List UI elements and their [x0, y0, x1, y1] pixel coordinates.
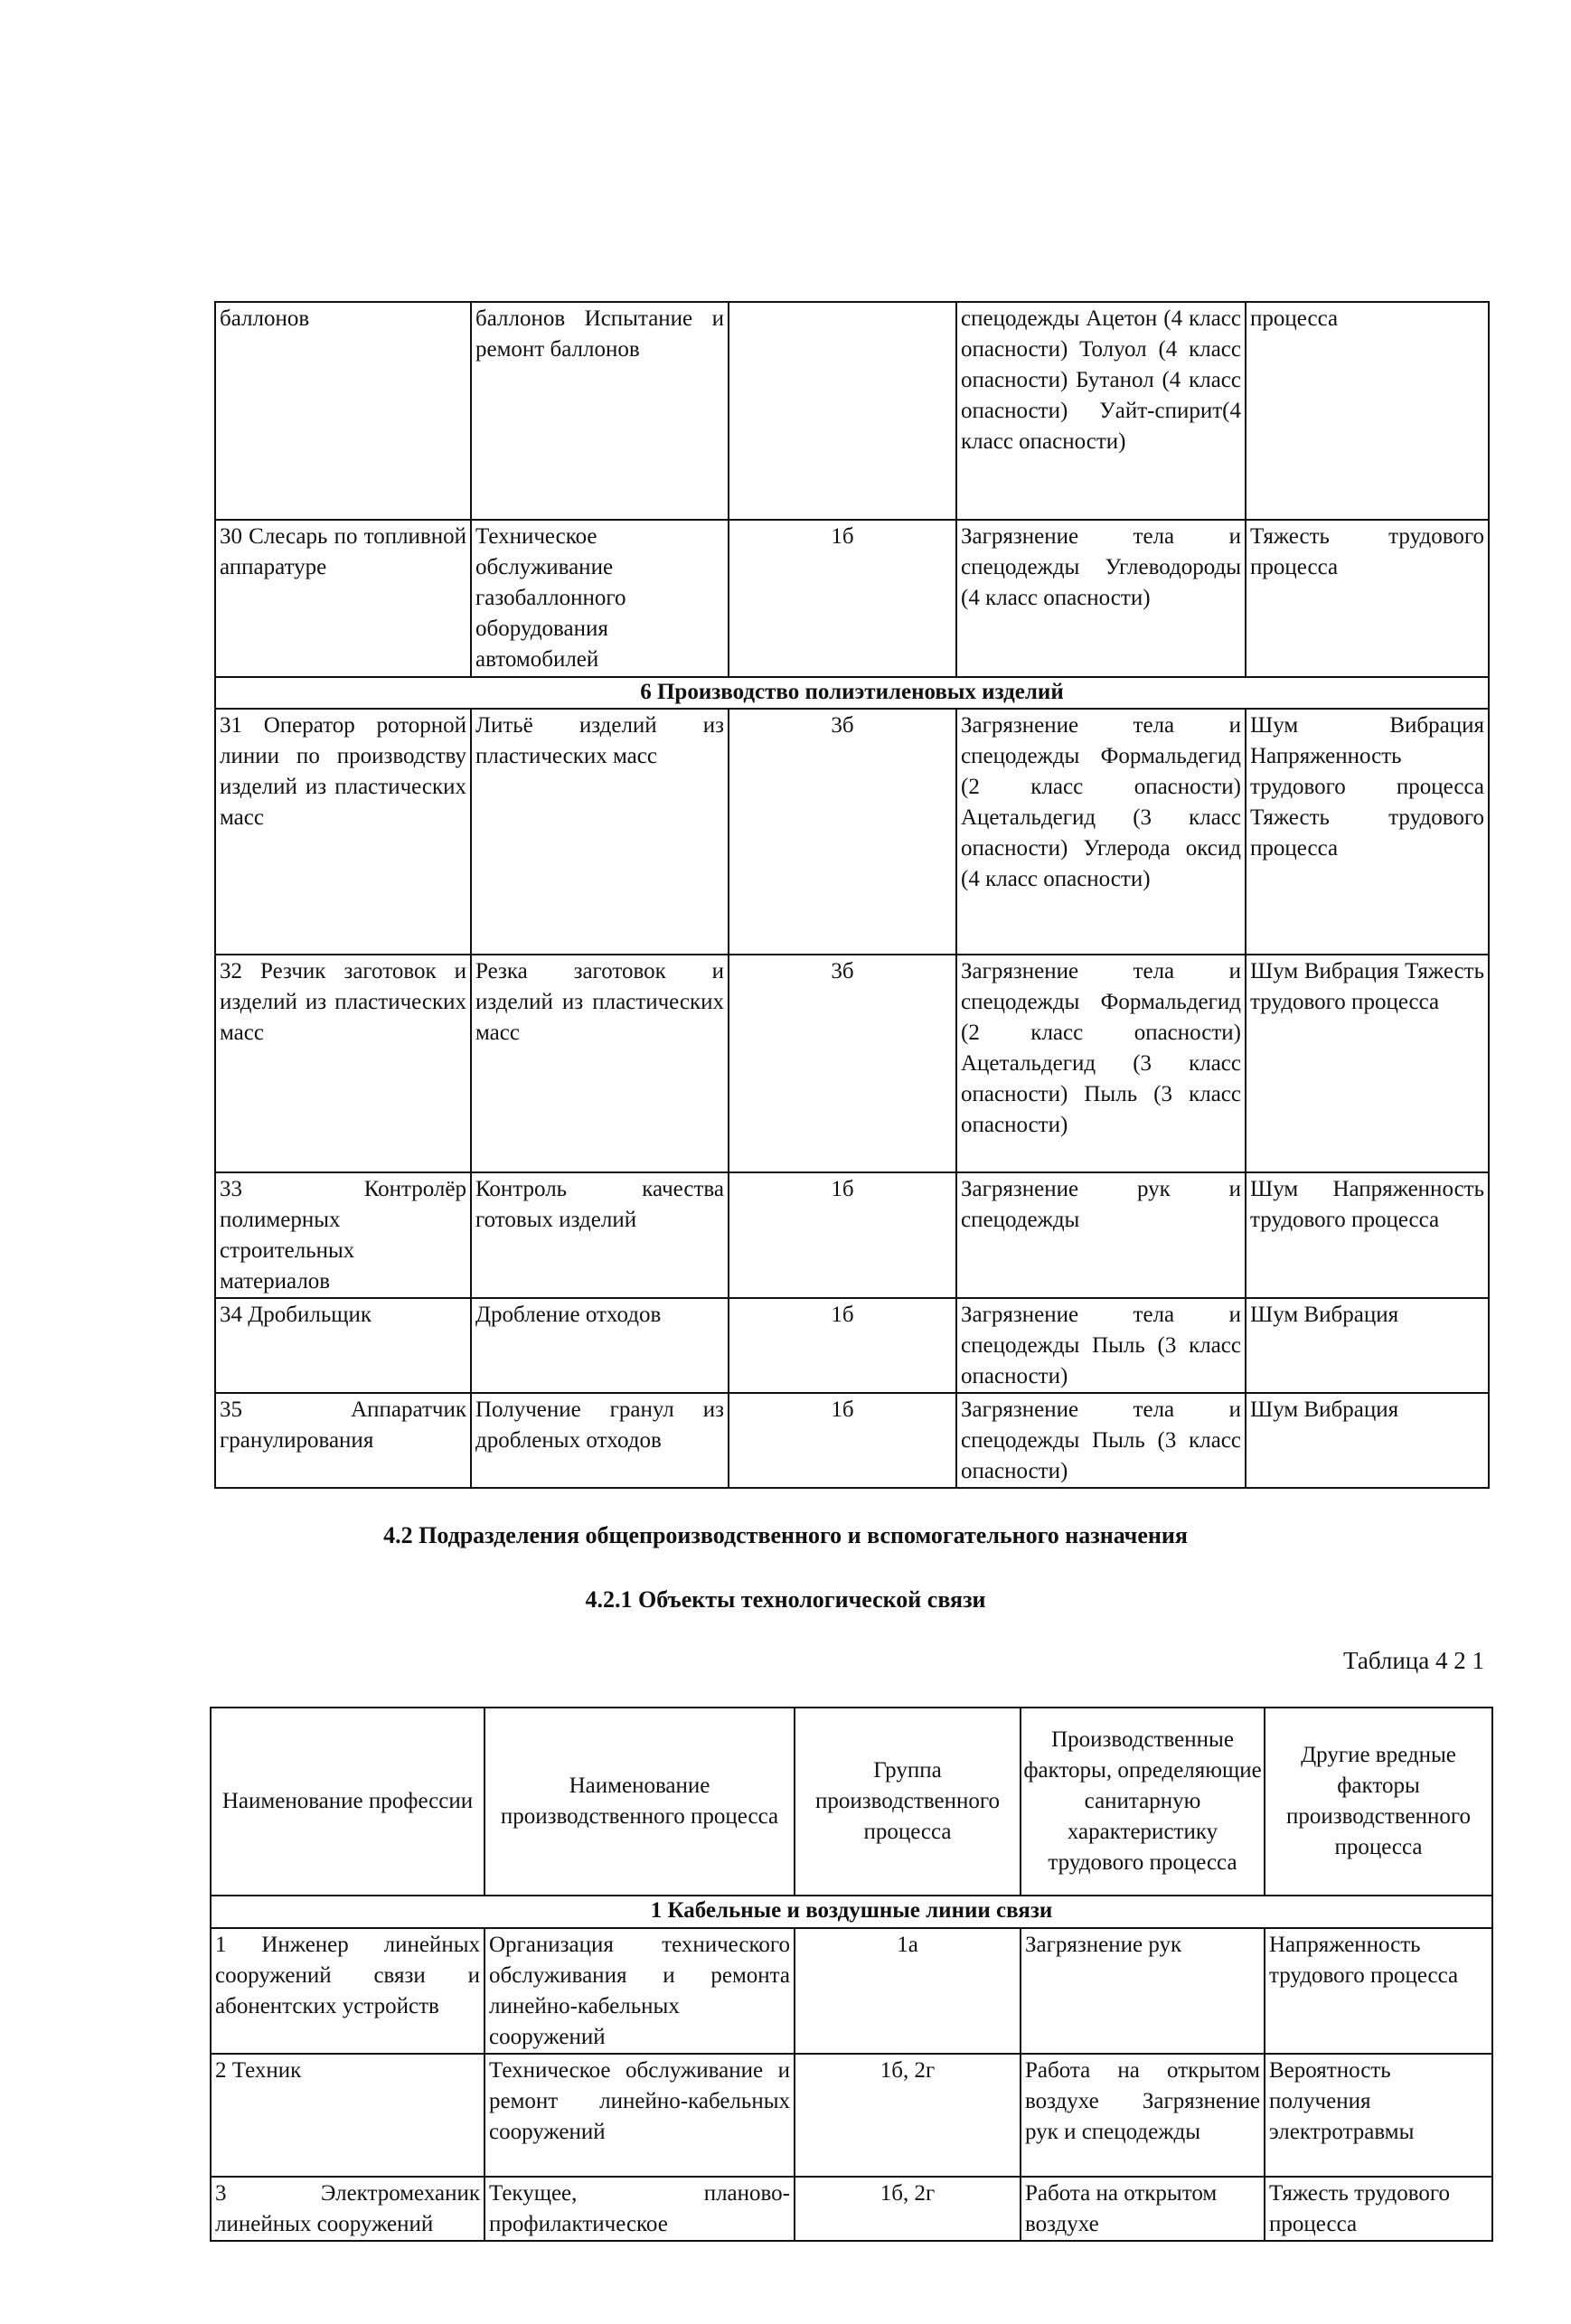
profession-cell: баллонов [215, 302, 471, 520]
hazard-table-continued [214, 301, 1490, 1489]
process-cell: Текущее, планово-профилактическое [484, 2177, 795, 2241]
factors-cell: Загрязнение рук и спецодежды [956, 1172, 1246, 1298]
group-cell: 1б [729, 1172, 956, 1298]
section-row [211, 1896, 1492, 1928]
table-row [215, 1298, 1489, 1393]
table-caption: Таблица 4 2 1 [1343, 1647, 1484, 1674]
table-row [211, 2177, 1492, 2241]
factors-cell: Загрязнение тела и спецодежды Углеводороды (4 класс опасности) [956, 520, 1246, 677]
process-cell: Контроль качества готовых изделий [471, 1172, 729, 1298]
group-cell: 1б, 2г [795, 2054, 1021, 2177]
other-factors-cell: Шум Вибрация [1246, 1298, 1489, 1393]
group-cell: 1а [795, 1928, 1021, 2054]
section-title: 1 Кабельные и воздушные линии связи [211, 1896, 1492, 1928]
profession-cell: 34 Дробильщик [215, 1298, 471, 1393]
other-factors-cell: Шум Напряженность трудового процесса [1246, 1172, 1489, 1298]
profession-cell: 2 Техник [211, 2054, 484, 2177]
profession-cell: 1 Инженер линейных сооружений связи и абонентских устройств [211, 1928, 484, 2054]
profession-cell: 35 Аппаратчик гранулирования [215, 1393, 471, 1488]
profession-cell: 30 Слесарь по топливной аппаратуре [215, 520, 471, 677]
other-factors-cell: Тяжесть трудового процесса [1246, 520, 1489, 677]
factors-cell: спецодежды Ацетон (4 класс опасности) Толуол (4 класс опасности) Бутанол (4 класс опасности) Уайт-спирит(4 класс опасности) [956, 302, 1246, 520]
process-cell: баллонов Испытание и ремонт баллонов [471, 302, 729, 520]
other-factors-cell: процесса [1246, 302, 1489, 520]
column-header: Группа производственного процесса [795, 1708, 1021, 1896]
profession-cell: 31 Оператор роторной линии по производству изделий из пластических масс [215, 709, 471, 955]
factors-cell: Загрязнение тела и спецодежды Пыль (3 класс опасности) [956, 1393, 1246, 1488]
table-row [215, 520, 1489, 677]
other-factors-cell: Напряженность трудового процесса [1265, 1928, 1492, 2054]
section-heading: 4.2 Подразделения общепроизводственного и вспомогательного назначения [383, 1522, 1188, 1548]
communication-objects-table [210, 1707, 1493, 2242]
process-cell: Техническое обслуживание и ремонт линейно-кабельных сооружений [484, 2054, 795, 2177]
factors-cell: Загрязнение тела и спецодежды Формальдегид (2 класс опасности) Ацетальдегид (3 класс опасности) Углерода оксид (4 класс опасности) [956, 709, 1246, 955]
table-row [211, 1928, 1492, 2054]
group-cell: 3б [729, 955, 956, 1172]
group-cell [729, 302, 956, 520]
group-cell: 1б [729, 1393, 956, 1488]
process-cell: Дробление отходов [471, 1298, 729, 1393]
factors-cell: Загрязнение тела и спецодежды Пыль (3 класс опасности) [956, 1298, 1246, 1393]
column-header: Другие вредные факторы производственного процесса [1265, 1708, 1492, 1896]
process-cell: Литьё изделий из пластических масс [471, 709, 729, 955]
table-row [215, 302, 1489, 520]
section-title: 6 Производство полиэтиленовых изделий [215, 677, 1489, 709]
table-row [215, 955, 1489, 1172]
column-header: Наименование производственного процесса [484, 1708, 795, 1896]
factors-cell: Загрязнение рук [1021, 1928, 1265, 2054]
process-cell: Техническое обслуживание газобаллонного оборудования автомобилей [471, 520, 729, 677]
factors-cell: Загрязнение тела и спецодежды Формальдегид (2 класс опасности) Ацетальдегид (3 класс опасности) Пыль (3 класс опасности) [956, 955, 1246, 1172]
column-header: Производственные факторы, определяющие санитарную характеристику трудового процесса [1021, 1708, 1265, 1896]
section-row [215, 677, 1489, 709]
table-header-row [211, 1708, 1492, 1896]
group-cell: 1б [729, 520, 956, 677]
table-row [215, 709, 1489, 955]
subsection-heading: 4.2.1 Объекты технологической связи [585, 1586, 986, 1613]
process-cell: Организация технического обслуживания и ремонта линейно-кабельных сооружений [484, 1928, 795, 2054]
table-row [215, 1172, 1489, 1298]
group-cell: 1б [729, 1298, 956, 1393]
table-row [215, 1393, 1489, 1488]
other-factors-cell: Шум Вибрация Тяжесть трудового процесса [1246, 955, 1489, 1172]
process-cell: Резка заготовок и изделий из пластических масс [471, 955, 729, 1172]
group-cell: 3б [729, 709, 956, 955]
column-header: Наименование профессии [211, 1708, 484, 1896]
other-factors-cell: Тяжесть трудового процесса [1265, 2177, 1492, 2241]
profession-cell: 32 Резчик заготовок и изделий из пластических масс [215, 955, 471, 1172]
profession-cell: 3 Электромеханик линейных сооружений [211, 2177, 484, 2241]
other-factors-cell: Шум Вибрация Напряженность трудового процесса Тяжесть трудового процесса [1246, 709, 1489, 955]
group-cell: 1б, 2г [795, 2177, 1021, 2241]
other-factors-cell: Вероятность получения электротравмы [1265, 2054, 1492, 2177]
process-cell: Получение гранул из дробленых отходов [471, 1393, 729, 1488]
other-factors-cell: Шум Вибрация [1246, 1393, 1489, 1488]
factors-cell: Работа на открытом воздухе Загрязнение рук и спецодежды [1021, 2054, 1265, 2177]
profession-cell: 33 Контролёр полимерных строительных материалов [215, 1172, 471, 1298]
factors-cell: Работа на открытом воздухе [1021, 2177, 1265, 2241]
table-row [211, 2054, 1492, 2177]
